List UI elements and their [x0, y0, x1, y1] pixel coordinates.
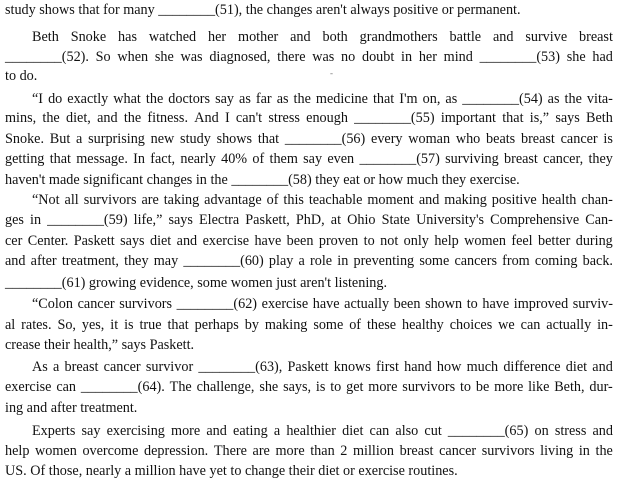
text-line: “Colon cancer survivors ________(62) exercise have actually been shown to have improved surviv- — [32, 296, 613, 312]
text-line: help women overcome depression. There are more than 2 million breast cancer survivors living in the — [5, 443, 613, 459]
stray-mark: - — [330, 68, 333, 78]
text-line: Snoke. But a surprising new study shows that ________(56) every woman who beats breast cancer is — [5, 131, 613, 147]
text-line: al rates. So, yes, it is true that perhaps by making some of these healthy choices we can actually in- — [5, 317, 613, 333]
text-line: Experts say exercising more and eating a healthier diet can also cut ________(65) on stress and — [32, 423, 613, 439]
text-line: ________(61) growing evidence, some women just aren't listening. — [5, 275, 387, 291]
text-line: “I do exactly what the doctors say as far as the medicine that I'm on, as ________(54) as the vita- — [32, 91, 613, 107]
text-line: crease their health,” says Paskett. — [5, 337, 195, 353]
text-line: As a breast cancer survivor ________(63), Paskett knows first hand how much difference diet and — [32, 359, 613, 375]
text-line: ges in ________(59) life,” says Electra Paskett, PhD, at Ohio State University's Comprehensive Can- — [5, 212, 613, 228]
text-line: haven't made significant changes in the ________(58) they eat or how much they exercise. — [5, 172, 520, 188]
text-line: ing and after treatment. — [5, 400, 138, 416]
text-line: getting that message. In fact, nearly 40% of them say even ________(57) surviving breast cancer, they — [5, 151, 613, 167]
text-line: US. Of those, nearly a million have yet to change their diet or exercise routines. — [5, 463, 458, 479]
text-line: and after treatment, they may ________(60) play a role in preventing some cancers from coming back. — [5, 253, 613, 269]
text-line: study shows that for many ________(51), the changes aren't always positive or permanent. — [5, 2, 521, 18]
text-line: to do. — [5, 68, 38, 84]
text-line: exercise can ________(64). The challenge, she says, is to get more survivors to be more like Beth, dur- — [5, 379, 613, 395]
text-line: cer Center. Paskett says diet and exercise have been proven to not only help women feel better during — [5, 233, 613, 249]
text-line: mins, the diet, and the fitness. And I can't stress enough ________(55) important that is,” says Beth — [5, 110, 613, 126]
text-line: ________(52). So when she was diagnosed, there was no doubt in her mind ________(53) she had — [5, 49, 613, 65]
text-line: “Not all survivors are taking advantage of this teachable moment and making positive health chan- — [32, 192, 613, 208]
text-line: Beth Snoke has watched her mother and both grandmothers battle and survive breast — [32, 29, 613, 45]
